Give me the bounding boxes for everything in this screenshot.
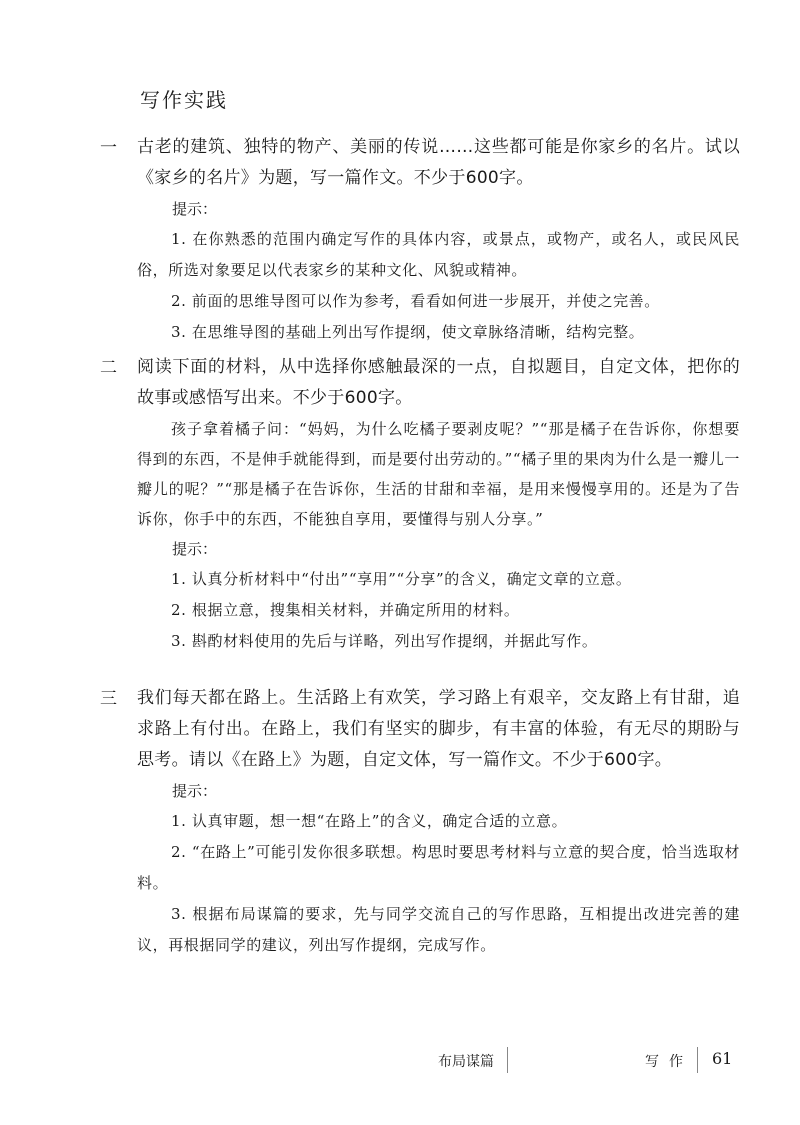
hint-item: 2. 前面的思维导图可以作为参考，看看如何进一步展开，并使之完善。 <box>171 292 660 310</box>
hint-item: 2. 根据立意，搜集相关材料，并确定所用的材料。 <box>171 601 520 619</box>
task-prompt: 阅读下面的材料，从中选择你感触最深的一点，自拟题目，自定文体，把你的故事或感悟写出来。不少于600字。 <box>137 357 740 408</box>
task-prompt: 古老的建筑、独特的物产、美丽的传说……这些都可能是你家乡的名片。试以《家乡的名片》为题，写一篇作文。不少于600字。 <box>137 137 740 188</box>
footer-unit-name: 布局谋篇 <box>438 1054 494 1070</box>
hint-item: 2. “在路上”可能引发你很多联想。构思时要思考材料与立意的契合度，恰当选取材料。 <box>137 843 740 892</box>
hint-label: 提示： <box>172 782 218 800</box>
hint-item: 1. 认真审题，想一想“在路上”的含义，确定合适的立意。 <box>171 812 568 830</box>
reading-material: 孩子拿着橘子问：“妈妈，为什么吃橘子要剥皮呢？”“那是橘子在告诉你，你想要得到的东西，不是伸手就能得到，而是要付出劳动的。”“橘子里的果肉为什么是一瓣儿一瓣儿的呢？”“那是橘子在告诉你，生活的甘甜和幸福，是用来慢慢享用的。还是为了告诉你，你手中的东西，不能独自享用，要懂得与别人分享。” <box>137 420 740 528</box>
writing-task-1 <box>100 132 740 348</box>
hint-item: 3. 斟酌材料使用的先后与详略，列出写作提纲，并据此写作。 <box>171 632 598 650</box>
page-footer <box>0 1037 800 1077</box>
task-prompt: 我们每天都在路上。生活路上有欢笑，学习路上有艰辛，交友路上有甘甜，追求路上有付出。在路上，我们有坚实的脚步，有丰富的体验，有无尽的期盼与思考。请以《在路上》为题，自定文体，写一篇作文。不少于600字。 <box>137 688 740 770</box>
hint-item: 3. 在思维导图的基础上列出写作提纲，使文章脉络清晰，结构完整。 <box>171 323 645 341</box>
hint-label: 提示： <box>172 540 218 558</box>
hint-label: 提示： <box>172 200 218 218</box>
hint-item: 3. 根据布局谋篇的要求，先与同学交流自己的写作思路，互相提出改进完善的建议，再根据同学的建议，列出写作提纲，完成写作。 <box>137 905 740 954</box>
page-number: 61 <box>712 1049 733 1068</box>
footer-category: 写作 <box>645 1054 693 1070</box>
footer-divider <box>697 1047 698 1073</box>
hint-item: 1. 在你熟悉的范围内确定写作的具体内容，或景点，或物产，或名人，或民风民俗，所选对象要足以代表家乡的某种文化、风貌或精神。 <box>137 230 740 279</box>
task-number: 二 <box>100 358 117 378</box>
writing-task-2 <box>100 352 740 657</box>
section-title: 写作实践 <box>140 88 228 112</box>
task-number: 三 <box>100 689 117 709</box>
hint-item: 1. 认真分析材料中“付出”“享用”“分享”的含义，确定文章的立意。 <box>171 570 632 588</box>
footer-divider <box>507 1047 508 1073</box>
writing-task-3 <box>100 683 740 961</box>
task-number: 一 <box>100 138 117 158</box>
